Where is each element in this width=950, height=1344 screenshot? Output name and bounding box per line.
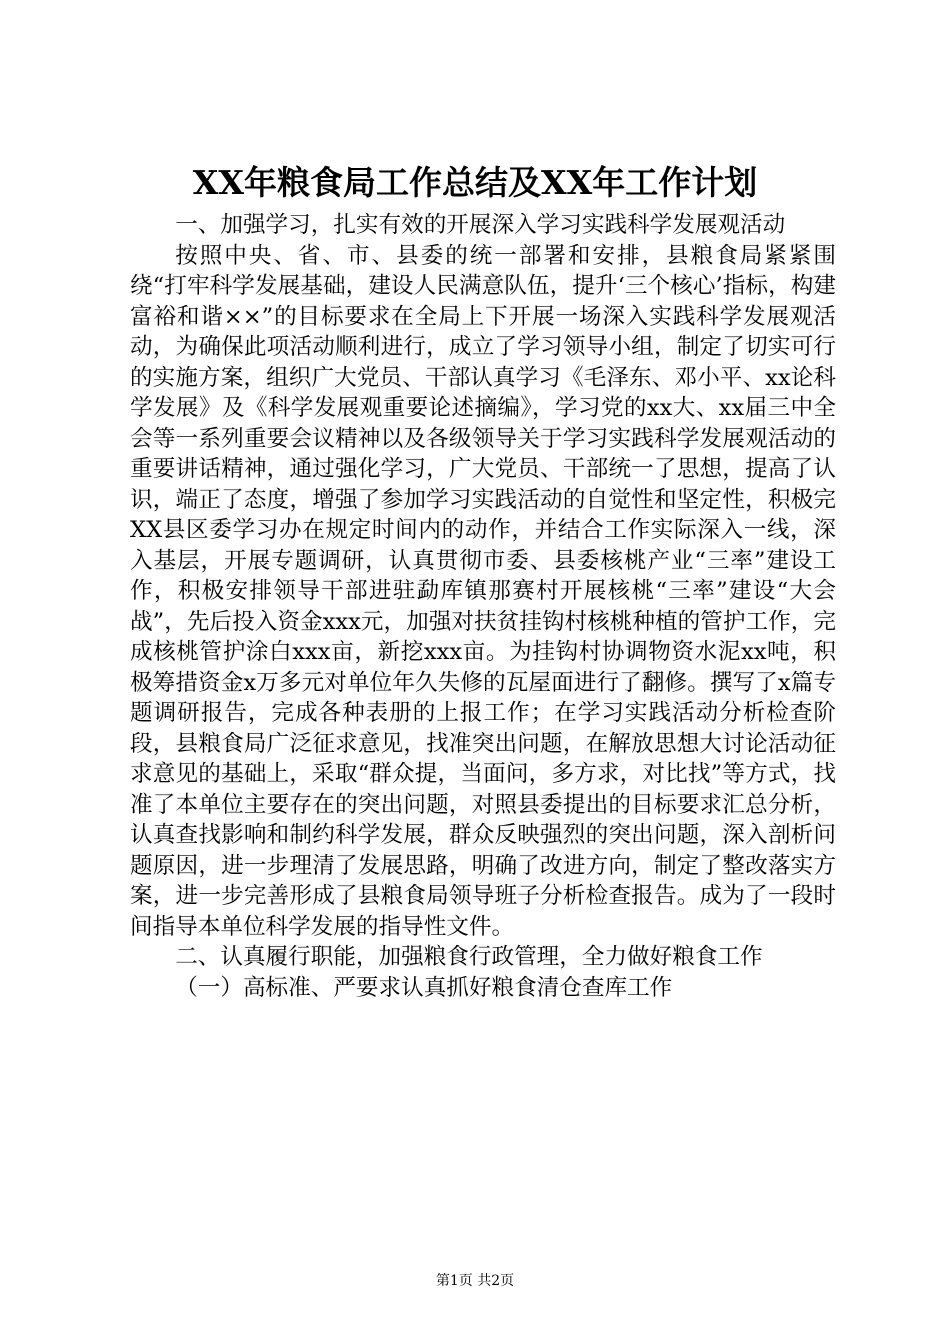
subsection-heading: （一）高标准、严要求认真抓好粮食清仓查库工作	[175, 974, 673, 1001]
section-heading-1: 一、加强学习，扎实有效的开展深入学习实践科学发展观活动	[175, 212, 786, 238]
section-heading-2: 二、认真履行职能，加强粮食行政管理，全力做好粮食工作	[175, 944, 763, 970]
body-paragraph: 按照中央、省、市、县委的统一部署和安排，县粮食局紧紧围绕“打牢科学发展基础，建设人民满意队伍，提升‘三个核心’指标，构建富裕和谐××”的目标要求在全局上下开展一场深入实践科学发展观活动，为确保此项活动顺利进行，成立了学习领导小组，制定了切实可行的实施方案，组织广大党员、干部认真学习《毛泽东、邓小平、xx论科学发展》及《科学发展观重要论述摘编》，学习党的xx大、xx届三中全会等一系列重要会议精神以及各级领导关于学习实践科学发展观活动的重要讲话精神，通过强化学习，广大党员、干部统一了思想，提高了认识，端正了态度，增强了参加学习实践活动的自觉性和坚定性，积极完XX县区委学习办在规定时间内的动作，并结合工作实际深入一线，深入基层，开展专题调研，认真贯彻市委、县委核桃产业“三率”建设工作，积极安排领导干部进驻勐库镇那赛村开展核桃“三率”建设“大会战”，先后投入资金xxx元，加强对扶贫挂钩村核桃种植的管护工作，完成核桃管护涂白xxx亩，新挖xxx亩。为挂钩村协调物资水泥xx吨，积极筹措资金x万多元对单位年久失修的瓦屋面进行了翻修。撰写了x篇专题调研报告，完成各种表册的上报工作；在学习实践活动分析检查阶段，县粮食局广泛征求意见，找准突出问题，在解放思想大讨论活动征求意见的基础上，采取“群众提，当面问，多方求，对比找”等方式，找准了本单位主要存在的突出问题，对照县委提出的目标要求汇总分析，认真查找影响和制约科学发展，群众反映强烈的突出问题，深入剖析问题原因，进一步理清了发展思路，明确了改进方向，制定了整改落实方案，进一步完善形成了县粮食局领导班子分析检查报告。成为了一段时间指导本单位科学发展的指导性文件。	[130, 242, 836, 940]
page-number-footer: 第1页 共2页	[435, 1273, 515, 1289]
document-body	[130, 210, 836, 1003]
document-title: XX年粮食局工作总结及XX年工作计划	[192, 163, 758, 202]
